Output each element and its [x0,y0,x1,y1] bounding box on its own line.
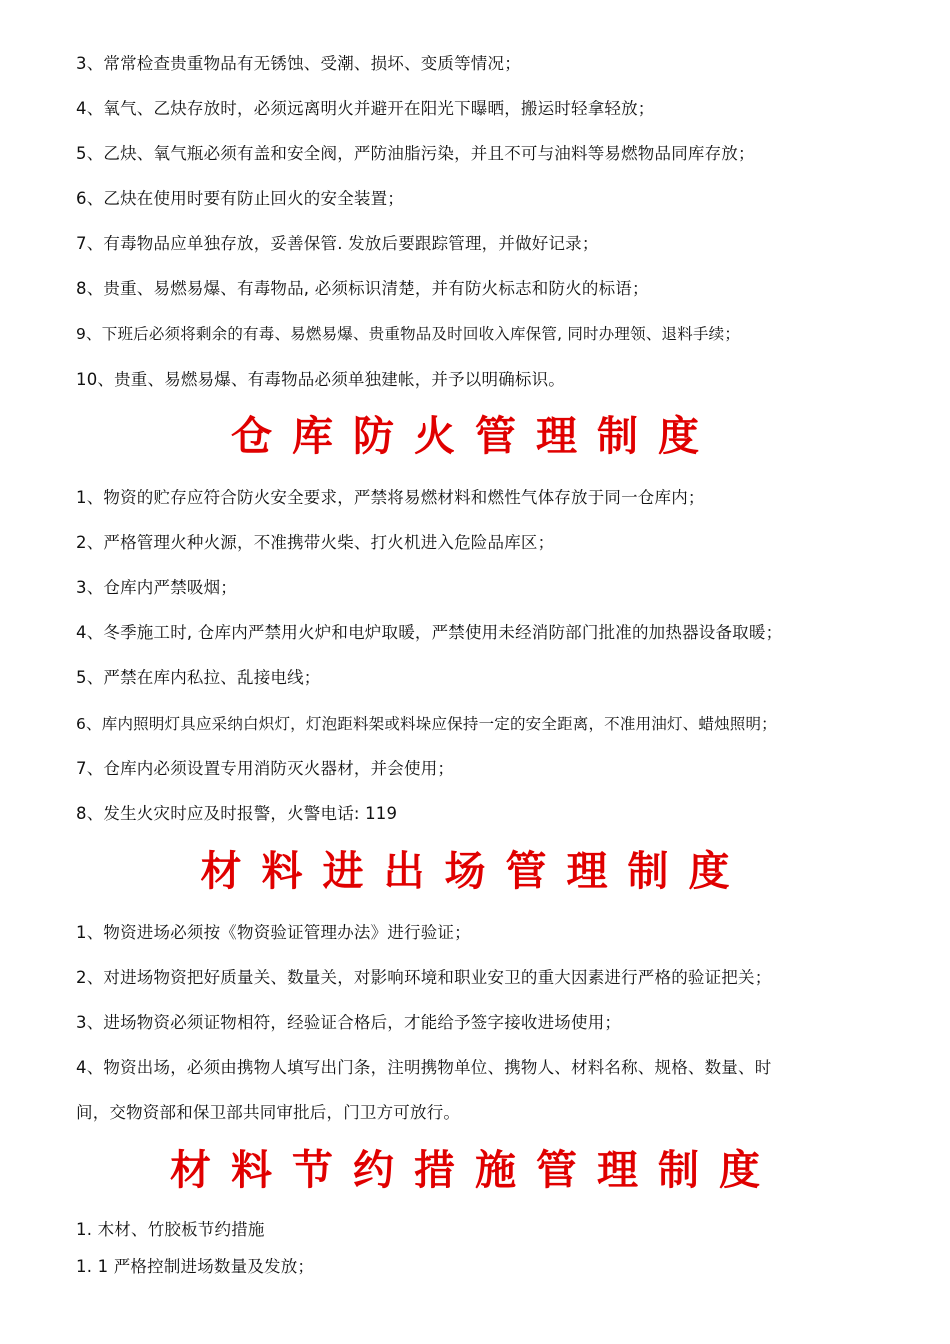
rule-line: 10、贵重、易燃易爆、有毒物品必须单独建帐，并予以明确标识。 [76,370,565,389]
rule-line: 7、仓库内必须设置专用消防灭火器材，并会使用； [76,759,455,778]
rule-line: 1、物资的贮存应符合防火安全要求，严禁将易燃材料和燃性气体存放于同一仓库内； [76,488,705,507]
rule-line: 2、严格管理火种火源，不准携带火柴、打火机进入危险品库区； [76,533,555,552]
rule-line: 1、物资进场必须按《物资验证管理办法》进行验证； [76,923,471,942]
rule-line: 6、乙炔在使用时要有防止回火的安全装置； [76,189,404,208]
rule-line: 间，交物资部和保卫部共同审批后，门卫方可放行。 [76,1103,461,1122]
rule-line: 8、发生火灾时应及时报警，火警电话: 119 [76,804,398,823]
rule-line: 3、常常检查贵重物品有无锈蚀、受潮、损坏、变质等情况； [76,54,521,73]
rule-line: 4、冬季施工时, 仓库内严禁用火炉和电炉取暖，严禁使用未经消防部门批准的加热器设备取暖； [76,623,783,642]
rule-line: 1. 1 严格控制进场数量及发放； [76,1257,315,1276]
rule-line: 2、对进场物资把好质量关、数量关，对影响环境和职业安卫的重大因素进行严格的验证把关； [76,968,772,987]
rule-line: 3、仓库内严禁吸烟； [76,578,237,597]
section-title-inout: 材料进出场管理制度 [200,847,750,895]
rule-line: 6、库内照明灯具应采纳白炽灯，灯泡距料架或料垛应保持一定的安全距离，不准用油灯、蜡烛照明； [76,715,777,733]
rule-line: 5、乙炔、氧气瓶必须有盖和安全阀，严防油脂污染，并且不可与油料等易燃物品同库存放； [76,144,755,163]
rule-line: 4、物资出场，必须由携物人填写出门条，注明携物单位、携物人、材料名称、规格、数量、时 [76,1058,772,1077]
rule-line: 1. 木材、竹胶板节约措施 [76,1220,265,1239]
section-title-fire: 仓库防火管理制度 [231,412,719,460]
rule-line: 4、氧气、乙炔存放时，必须远离明火并避开在阳光下曝晒，搬运时轻拿轻放； [76,99,655,118]
rule-line: 8、贵重、易燃易爆、有毒物品, 必须标识清楚，并有防火标志和防火的标语； [76,279,649,298]
section-title-saving: 材料节约措施管理制度 [170,1146,780,1194]
rule-line: 5、严禁在库内私拉、乱接电线； [76,668,321,687]
rule-line: 3、进场物资必须证物相符，经验证合格后，才能给予签字接收进场使用； [76,1013,622,1032]
rule-line: 9、下班后必须将剩余的有毒、易燃易爆、贵重物品及时回收入库保管, 同时办理领、退料手续； [76,325,741,343]
rule-line: 7、有毒物品应单独存放，妥善保管. 发放后要跟踪管理，并做好记录； [76,234,599,253]
